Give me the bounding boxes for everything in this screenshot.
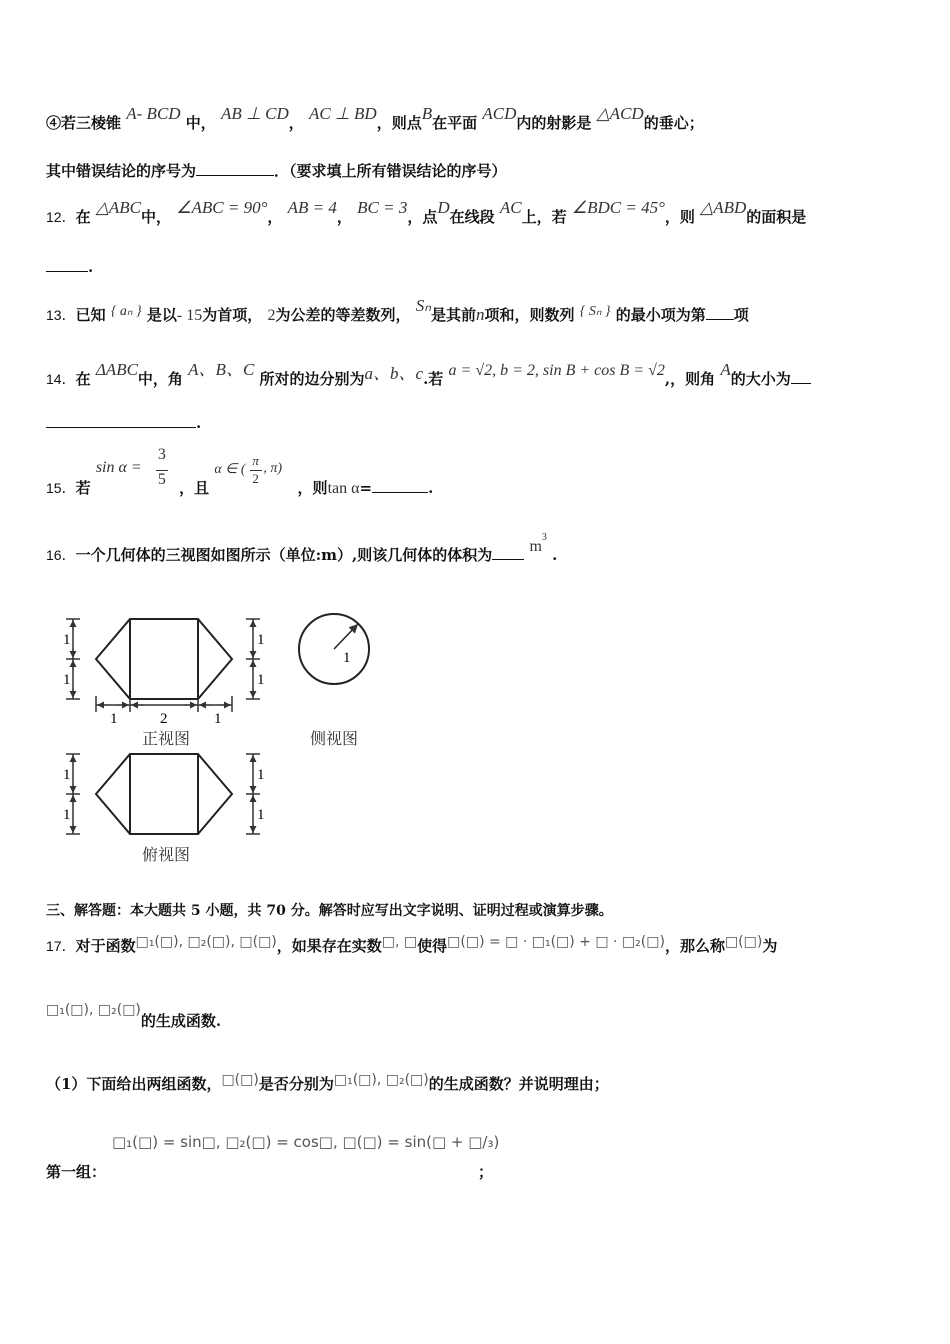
section-3-title: 三、解答题：本大题共 5 小题，共 70 分。解答时应写出文字说明、证明过程或演算步骤。 bbox=[46, 903, 613, 919]
q14-answer: . bbox=[46, 414, 201, 432]
side-view bbox=[299, 614, 369, 748]
answer-blank[interactable] bbox=[706, 319, 734, 320]
front-dim-bottom-right: 1 bbox=[214, 711, 222, 727]
front-view bbox=[63, 619, 265, 748]
q17-cont: □₁(□), □₂(□)的生成函数. bbox=[46, 1002, 222, 1030]
q11-item4: ④若三棱锥 A- BCD 中， AB ⊥ CD， AC ⊥ BD，则点B在平面 ACD内的射影是 △ACD的垂心； bbox=[46, 104, 704, 132]
top-dim-left-bottom: 1 bbox=[63, 807, 71, 823]
group1-end: ； bbox=[478, 1163, 494, 1181]
front-dim-right-top: 1 bbox=[257, 632, 265, 648]
q17-part1: （1）下面给出两组函数，□(□)是否分别为□₁(□), □₂(□)的生成函数？并说明理由； bbox=[46, 1072, 609, 1093]
answer-blank[interactable] bbox=[372, 492, 428, 493]
alpha-range-formula: α ∈ ( π 2 , π) bbox=[214, 453, 282, 486]
q17: 17．对于函数□₁(□), □₂(□), □(□)，如果存在实数□, □使得□(□) = □ · □₁(□) + □ · □₂(□)，那么称□(□)为 bbox=[46, 934, 778, 955]
answer-blank[interactable] bbox=[791, 383, 811, 384]
top-view bbox=[63, 754, 265, 864]
front-dim-right-bottom: 1 bbox=[257, 672, 265, 688]
top-dim-right-top: 1 bbox=[257, 767, 265, 783]
q12: 12．在 △ABC中， ∠ABC = 90°， AB = 4， BC = 3，点D在线段 AC上，若 ∠BDC = 45°，则 △ABD的面积是 bbox=[46, 198, 807, 226]
three-view-figure bbox=[60, 590, 390, 870]
group1: 第一组： bbox=[46, 1163, 107, 1181]
front-view-label: 正视图 bbox=[142, 731, 191, 748]
q16: 16．一个几何体的三视图如图所示（单位:m）,则该几何体的体积为 $m^3$ . bbox=[46, 532, 558, 564]
answer-blank[interactable] bbox=[492, 559, 524, 560]
answer-blank[interactable] bbox=[46, 271, 88, 272]
sin-alpha-formula: sin α = 3 5 bbox=[95, 446, 166, 488]
top-dim-right-bottom: 1 bbox=[257, 807, 265, 823]
q11-prompt: 其中错误结论的序号为 ．（要求填上所有错误结论的序号） bbox=[46, 162, 507, 180]
top-view-label: 俯视图 bbox=[142, 847, 191, 864]
side-view-label: 侧视图 bbox=[310, 731, 359, 748]
q15: 15．若 sin α = 3 5 ，且 α ∈ ( π 2 , π) ，则tan α= . bbox=[46, 446, 434, 497]
q12-answer: . bbox=[46, 258, 93, 276]
q13: 13．已知 { aₙ } 是以- 15为首项， 2为公差的等差数列， Sₙ是其前n项和，则数列 { Sₙ } 的最小项为第 项 bbox=[46, 296, 749, 324]
answer-blank[interactable] bbox=[46, 427, 196, 428]
front-dim-bottom-left: 1 bbox=[110, 711, 118, 727]
side-radius-label: 1 bbox=[343, 650, 351, 666]
top-dim-left-top: 1 bbox=[63, 767, 71, 783]
front-dim-left-bottom: 1 bbox=[63, 672, 71, 688]
front-dim-left-top: 1 bbox=[63, 632, 71, 648]
front-view-hexagon bbox=[96, 619, 232, 699]
front-dim-bottom-middle: 2 bbox=[160, 711, 168, 727]
group1-formula: □₁(□) = sin□, □₂(□) = cos□, □(□) = sin(□ + □/₃) bbox=[112, 1133, 500, 1151]
answer-blank[interactable] bbox=[196, 175, 274, 176]
top-view-hexagon bbox=[96, 754, 232, 834]
q14: 14．在 ΔABC中，角 A、B、C 所对的边分别为a、b、c.若 a = √2, b = 2, sin B + cos B = √2,，则角 A的大小为 bbox=[46, 364, 811, 389]
